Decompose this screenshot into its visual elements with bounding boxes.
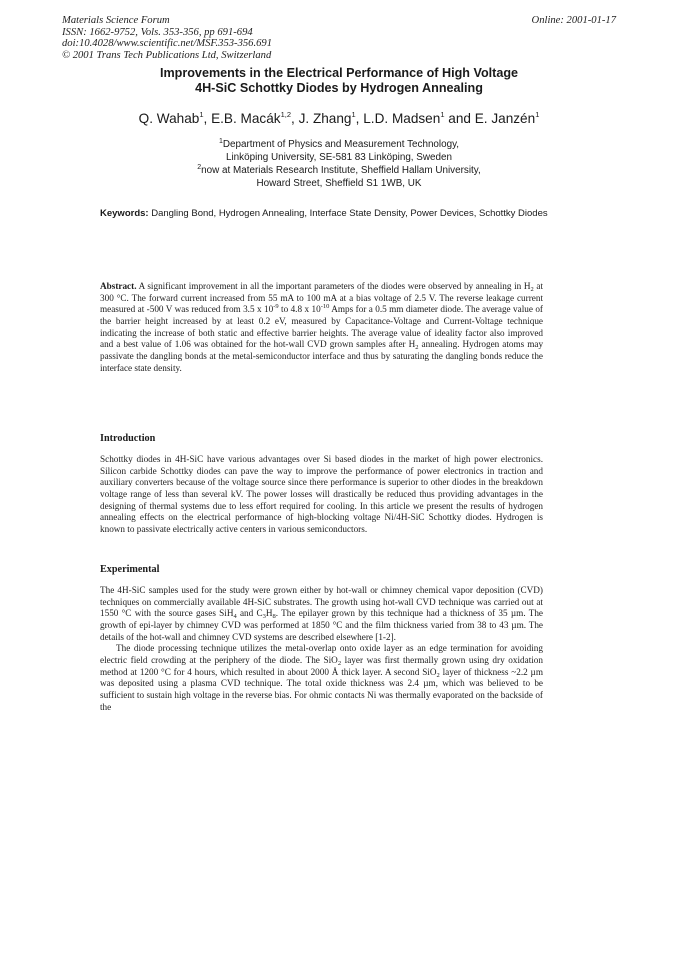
experimental-text: The 4H-SiC samples used for the study were grown either by hot-wall or chimney chemical vapor deposition (CVD) techniques on commercially available 4H-SiC substrates. The growth using hot-wall CVD technique was carried out at 1550 °C with the source gases SiH [100, 585, 543, 619]
title-line-1: Improvements in the Electrical Performance of High Voltage [159, 66, 519, 80]
experimental-text: and C [236, 608, 263, 619]
author-list [0, 110, 678, 126]
affiliation-2 [0, 162, 678, 190]
affiliation-1-line-1: Department of Physics and Measurement Technology, [222, 139, 460, 150]
experimental-text: The diode processing technique utilizes the metal-overlap onto oxide layer as an edge termination for avoiding electric field crowding at the periphery of the diode. The SiO [100, 643, 543, 665]
affiliation-1-line-2: Linköping University, SE-581 83 Linköping, Sweden [226, 151, 452, 163]
abstract-text: at 300 °C. The forward current increased from 55 mA to 100 mA at a bias voltage [100, 281, 543, 303]
abstract-text: of 2.5 V. The reverse leakage current measured at -500 V was reduced from 3.5 x 10 [100, 292, 543, 315]
author-5-affil: 1 [535, 110, 540, 119]
author-5: E. Janzén [474, 111, 536, 126]
author-3-affil: 1 [351, 110, 356, 119]
keywords-text: Dangling Bond, Hydrogen Annealing, Interface State Density, Power Devices, Schottky Diodes [151, 208, 548, 219]
author-2: E.B. Macák [211, 111, 281, 126]
abstract-text: to 4.8 x 10 [278, 304, 321, 315]
experimental-section [100, 564, 543, 713]
experimental-subscript: 8 [272, 613, 276, 621]
abstract-text: A significant improvement in all the important parameters of the diodes were observed by [138, 281, 474, 291]
abstract-text: the dangling bonds reduce the interface state density. [100, 350, 544, 373]
affiliation-2-line-2: Howard Street, Sheffield S1 1WB, UK [256, 177, 422, 189]
author-3: J. Zhang [298, 111, 352, 126]
affiliation-1-mark: 1 [218, 138, 223, 145]
introduction-heading: Introduction [100, 433, 156, 444]
experimental-subscript: 3 [262, 613, 266, 621]
online-date: Online: 2001-01-17 [531, 15, 616, 26]
author-separator: , [291, 111, 299, 126]
introduction-paragraph: Schottky diodes in 4H-SiC have various advantages over Si based diodes in the market of high power electronics. Silicon carbide Schottky diodes can pave the way to improve the performance of power electronics in traction and auxiliary converters because of the voltage source since there performance is superior to other diodes in the breakdown voltage range of less than several kV. The power losses will drastically be reduced thus providing advantages in the designing of thermal systems due to less effort required for cooling. In this article we present the results of hydrogen annealing effects on the electrical performance of high-blocking voltage Ni/4H-SiC Schottky diodes. Hydrogen is known to passivate electrically active centers in various semiconductors. [100, 454, 543, 534]
experimental-paragraph-2 [100, 643, 543, 713]
journal-header [62, 15, 392, 61]
affiliation-2-mark: 2 [197, 164, 202, 171]
abstract-superscript: -9 [273, 303, 279, 311]
author-4-affil: 1 [440, 110, 445, 119]
experimental-subscript: 4 [233, 613, 237, 621]
abstract-text: atoms may passivate the dangling bonds at the metal-semiconductor interface and thus by saturating [100, 339, 544, 361]
experimental-text: H [265, 608, 273, 619]
abstract-paragraph [100, 281, 543, 374]
abstract-text: annealing. Hydrogen [418, 339, 500, 350]
author-1: Q. Wahab [138, 111, 200, 126]
journal-name: Materials Science Forum [62, 15, 170, 26]
doi-line: doi:10.4028/www.scientific.net/MSF.353-356.691 [62, 38, 272, 49]
author-2-affil: 1,2 [280, 110, 292, 119]
abstract-subscript: 2 [415, 344, 419, 352]
experimental-text: . The epilayer grown by this technique had a thickness of 35 µm. The growth of epi-layer by chimney CVD was performed at 1850 °C and the film thickness varied from 38 to 43 µm. The details of the hot-wall and chimney CVD systems are described elsewhere [1-2]. [100, 608, 543, 642]
author-separator: , [355, 111, 364, 126]
copyright-line: © 2001 Trans Tech Publications Ltd, Switzerland [62, 49, 272, 61]
author-separator: , [203, 111, 212, 126]
experimental-subscript: 2 [337, 659, 342, 667]
abstract-superscript: -10 [320, 303, 330, 311]
abstract-text: annealing in H [475, 281, 531, 291]
keywords [100, 208, 550, 221]
experimental-text: layer was first thermally grown using dry oxidation method at 1200 °C for 4 hours, which resulted in about 2000 Å thick layer. A second SiO [100, 654, 543, 677]
paper-title [0, 66, 678, 95]
author-separator: and [444, 111, 475, 126]
abstract [100, 281, 543, 374]
abstract-subscript: 2 [530, 286, 534, 293]
experimental-text: layer of thickness ~2.2 µm was deposited using a plasma CVD technique. The total oxide thickness was 2.4 µm, which was believed to be sufficient to sustain high voltage in the reverse bias. For ohmic contacts Ni was thermally evaporated on the backside of the [100, 666, 543, 712]
experimental-heading: Experimental [100, 564, 160, 575]
abstract-text: best value of 1.06 was obtained for the hot-wall CVD grown samples after H [123, 339, 416, 350]
affiliation-1 [0, 136, 678, 164]
introduction-section [100, 433, 543, 536]
author-4: L.D. Madsen [363, 111, 441, 126]
experimental-subscript: 2 [436, 671, 440, 679]
abstract-text: eV, measured by Capacitance-Voltage and Current-Voltage technique indicating the increase of [100, 315, 544, 338]
author-1-affil: 1 [199, 110, 204, 119]
abstract-label: Abstract. [100, 281, 137, 291]
affiliation-2-line-1: now at Materials Research Institute, Sheffield Hallam University, [201, 165, 481, 176]
title-line-2: 4H-SiC Schottky Diodes by Hydrogen Annealing [195, 80, 483, 95]
experimental-paragraph-1 [100, 585, 543, 643]
abstract-text: Amps for a 0.5 mm diameter diode. The average value of the barrier height increased by at least 0.2 [100, 304, 543, 326]
issn-line: ISSN: 1662-9752, Vols. 353-356, pp 691-694 [62, 26, 253, 38]
abstract-text: both static and effective barrier heights. The average value of ideality factor also improved and a [100, 327, 544, 350]
keywords-label: Keywords: [100, 208, 149, 219]
